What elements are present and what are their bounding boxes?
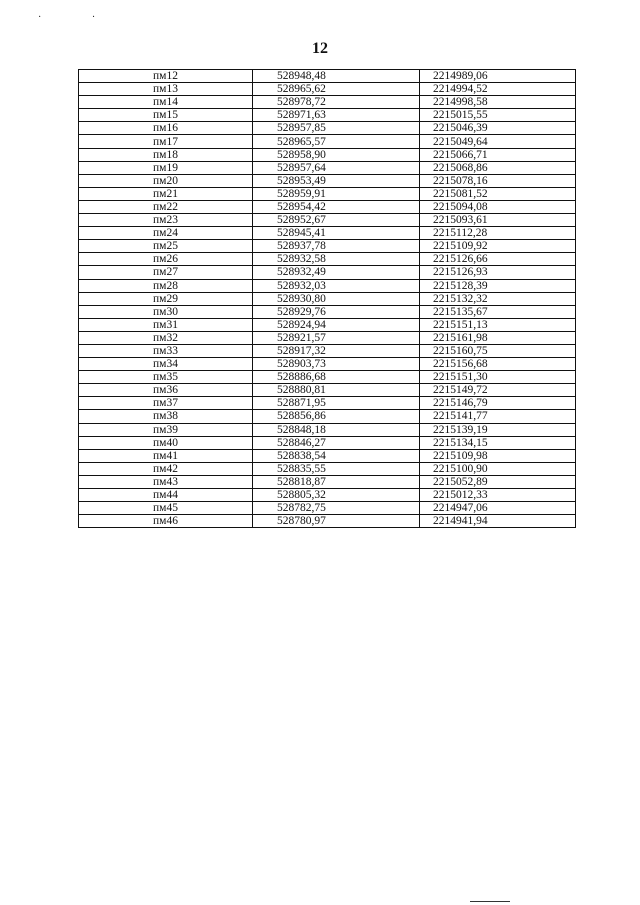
table-row: [79, 423, 576, 436]
y-coordinate-cell: 2215160,75: [420, 344, 576, 357]
point-name-cell: пм22: [79, 200, 253, 213]
x-coordinate-cell: 528952,67: [253, 214, 420, 227]
point-name-cell: пм24: [79, 227, 253, 240]
x-coordinate-cell: 528957,85: [253, 122, 420, 135]
x-coordinate-cell: 528856,86: [253, 410, 420, 423]
y-coordinate-cell: 2215132,32: [420, 292, 576, 305]
y-coordinate-cell: 2215156,68: [420, 358, 576, 371]
x-coordinate-cell: 528959,91: [253, 187, 420, 200]
point-name-cell: пм13: [79, 83, 253, 96]
table-row: [79, 436, 576, 449]
page-number: 12: [312, 40, 328, 57]
y-coordinate-cell: 2215068,86: [420, 161, 576, 174]
y-coordinate-cell: 2214989,06: [420, 70, 576, 83]
table-row: [79, 462, 576, 475]
y-coordinate-cell: 2215046,39: [420, 122, 576, 135]
point-name-cell: пм20: [79, 174, 253, 187]
table-row: [79, 344, 576, 357]
table-row: [79, 331, 576, 344]
point-name-cell: пм38: [79, 410, 253, 423]
table-row: [79, 292, 576, 305]
point-name-cell: пм23: [79, 214, 253, 227]
scan-specks: · ·: [38, 12, 120, 23]
x-coordinate-cell: 528924,94: [253, 318, 420, 331]
table-row: [79, 358, 576, 371]
x-coordinate-cell: 528945,41: [253, 227, 420, 240]
table-row: [79, 96, 576, 109]
point-name-cell: пм14: [79, 96, 253, 109]
table-row: [79, 397, 576, 410]
y-coordinate-cell: 2214994,52: [420, 83, 576, 96]
point-name-cell: пм40: [79, 436, 253, 449]
table-row: [79, 109, 576, 122]
table-row: [79, 122, 576, 135]
x-coordinate-cell: 528871,95: [253, 397, 420, 410]
point-name-cell: пм18: [79, 148, 253, 161]
point-name-cell: пм26: [79, 253, 253, 266]
table-row: [79, 83, 576, 96]
y-coordinate-cell: 2215078,16: [420, 174, 576, 187]
table-row: [79, 148, 576, 161]
table-row: [79, 475, 576, 488]
y-coordinate-cell: 2215128,39: [420, 279, 576, 292]
point-name-cell: пм42: [79, 462, 253, 475]
point-name-cell: пм15: [79, 109, 253, 122]
y-coordinate-cell: 2215049,64: [420, 135, 576, 148]
table-row: [79, 135, 576, 148]
y-coordinate-cell: 2215052,89: [420, 475, 576, 488]
x-coordinate-cell: 528932,49: [253, 266, 420, 279]
x-coordinate-cell: 528965,57: [253, 135, 420, 148]
y-coordinate-cell: 2215151,30: [420, 371, 576, 384]
x-coordinate-cell: 528780,97: [253, 515, 420, 528]
y-coordinate-cell: 2214998,58: [420, 96, 576, 109]
x-coordinate-cell: 528886,68: [253, 371, 420, 384]
table-row: [79, 70, 576, 83]
point-name-cell: пм21: [79, 187, 253, 200]
point-name-cell: пм44: [79, 489, 253, 502]
y-coordinate-cell: 2215112,28: [420, 227, 576, 240]
y-coordinate-cell: 2215151,13: [420, 318, 576, 331]
point-name-cell: пм45: [79, 502, 253, 515]
x-coordinate-cell: 528930,80: [253, 292, 420, 305]
x-coordinate-cell: 528937,78: [253, 240, 420, 253]
point-name-cell: пм46: [79, 515, 253, 528]
table-row: [79, 187, 576, 200]
table-row: [79, 384, 576, 397]
point-name-cell: пм32: [79, 331, 253, 344]
table-row: [79, 240, 576, 253]
y-coordinate-cell: 2215149,72: [420, 384, 576, 397]
table-row: [79, 214, 576, 227]
x-coordinate-cell: 528835,55: [253, 462, 420, 475]
point-name-cell: пм37: [79, 397, 253, 410]
scan-mark: [470, 901, 510, 902]
table-row: [79, 410, 576, 423]
y-coordinate-cell: 2215109,92: [420, 240, 576, 253]
point-name-cell: пм39: [79, 423, 253, 436]
table-row: [79, 515, 576, 528]
y-coordinate-cell: 2215100,90: [420, 462, 576, 475]
table-row: [79, 318, 576, 331]
point-name-cell: пм36: [79, 384, 253, 397]
point-name-cell: пм35: [79, 371, 253, 384]
point-name-cell: пм31: [79, 318, 253, 331]
table-row: [79, 489, 576, 502]
point-name-cell: пм25: [79, 240, 253, 253]
y-coordinate-cell: 2215146,79: [420, 397, 576, 410]
y-coordinate-cell: 2215139,19: [420, 423, 576, 436]
table-row: [79, 279, 576, 292]
coordinates-table: [78, 69, 576, 528]
table-row: [79, 200, 576, 213]
x-coordinate-cell: 528971,63: [253, 109, 420, 122]
y-coordinate-cell: 2215134,15: [420, 436, 576, 449]
y-coordinate-cell: 2215135,67: [420, 305, 576, 318]
point-name-cell: пм34: [79, 358, 253, 371]
x-coordinate-cell: 528921,57: [253, 331, 420, 344]
x-coordinate-cell: 528958,90: [253, 148, 420, 161]
point-name-cell: пм41: [79, 449, 253, 462]
x-coordinate-cell: 528818,87: [253, 475, 420, 488]
x-coordinate-cell: 528838,54: [253, 449, 420, 462]
x-coordinate-cell: 528805,32: [253, 489, 420, 502]
x-coordinate-cell: 528932,03: [253, 279, 420, 292]
y-coordinate-cell: 2215093,61: [420, 214, 576, 227]
x-coordinate-cell: 528880,81: [253, 384, 420, 397]
x-coordinate-cell: 528846,27: [253, 436, 420, 449]
point-name-cell: пм30: [79, 305, 253, 318]
x-coordinate-cell: 528917,32: [253, 344, 420, 357]
y-coordinate-cell: 2215066,71: [420, 148, 576, 161]
x-coordinate-cell: 528903,73: [253, 358, 420, 371]
x-coordinate-cell: 528965,62: [253, 83, 420, 96]
y-coordinate-cell: 2214947,06: [420, 502, 576, 515]
table-row: [79, 161, 576, 174]
table-row: [79, 371, 576, 384]
table-row: [79, 253, 576, 266]
point-name-cell: пм19: [79, 161, 253, 174]
x-coordinate-cell: 528953,49: [253, 174, 420, 187]
y-coordinate-cell: 2215161,98: [420, 331, 576, 344]
table-row: [79, 449, 576, 462]
y-coordinate-cell: 2215141,77: [420, 410, 576, 423]
x-coordinate-cell: 528932,58: [253, 253, 420, 266]
y-coordinate-cell: 2215094,08: [420, 200, 576, 213]
x-coordinate-cell: 528954,42: [253, 200, 420, 213]
point-name-cell: пм17: [79, 135, 253, 148]
point-name-cell: пм29: [79, 292, 253, 305]
coordinates-table-body: [79, 70, 576, 528]
table-row: [79, 502, 576, 515]
point-name-cell: пм27: [79, 266, 253, 279]
y-coordinate-cell: 2215015,55: [420, 109, 576, 122]
x-coordinate-cell: 528948,48: [253, 70, 420, 83]
x-coordinate-cell: 528978,72: [253, 96, 420, 109]
x-coordinate-cell: 528929,76: [253, 305, 420, 318]
table-row: [79, 305, 576, 318]
table-row: [79, 227, 576, 240]
y-coordinate-cell: 2215012,33: [420, 489, 576, 502]
x-coordinate-cell: 528957,64: [253, 161, 420, 174]
point-name-cell: пм33: [79, 344, 253, 357]
y-coordinate-cell: 2215126,66: [420, 253, 576, 266]
point-name-cell: пм43: [79, 475, 253, 488]
x-coordinate-cell: 528782,75: [253, 502, 420, 515]
y-coordinate-cell: 2215081,52: [420, 187, 576, 200]
point-name-cell: пм12: [79, 70, 253, 83]
x-coordinate-cell: 528848,18: [253, 423, 420, 436]
point-name-cell: пм16: [79, 122, 253, 135]
table-row: [79, 266, 576, 279]
table-row: [79, 174, 576, 187]
y-coordinate-cell: 2215126,93: [420, 266, 576, 279]
y-coordinate-cell: 2214941,94: [420, 515, 576, 528]
y-coordinate-cell: 2215109,98: [420, 449, 576, 462]
point-name-cell: пм28: [79, 279, 253, 292]
